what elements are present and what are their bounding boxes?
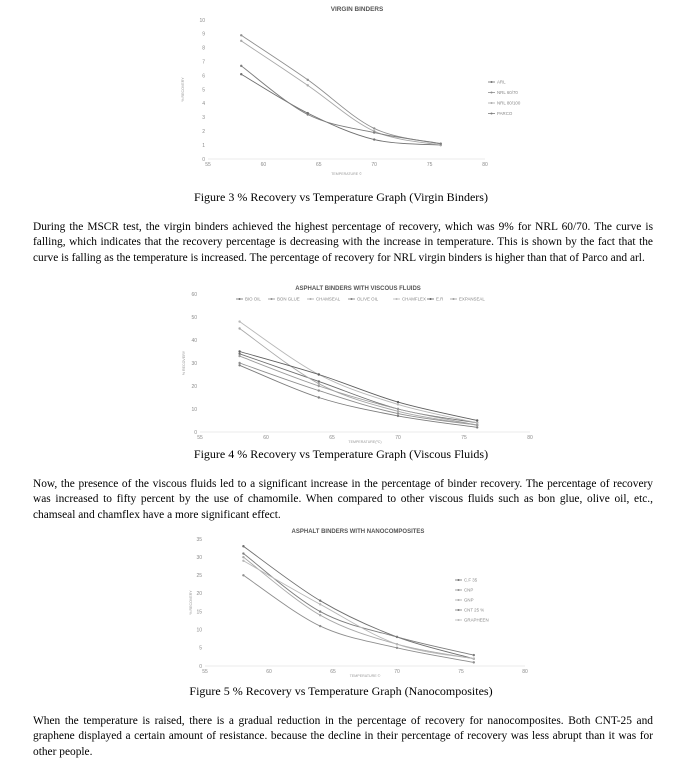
y-tick-label: 0 [202,156,205,163]
y-tick-label: 20 [191,383,197,390]
y-tick-label: 40 [191,337,197,344]
data-point [242,574,244,576]
y-tick-label: 9 [202,31,205,38]
x-tick-label: 55 [197,435,203,441]
x-tick-label: 80 [482,162,488,168]
series-line [243,554,473,656]
y-tick-label: 35 [196,536,202,543]
legend-label: BON GLUE [277,296,300,302]
legend-label: CNT 25 % [464,607,485,613]
legend-label: BIO OIL [245,296,261,302]
y-tick-label: 7 [202,59,205,66]
y-tick-label: 10 [196,627,202,634]
y-tick-label: 50 [191,314,197,321]
data-point [242,560,244,562]
y-tick-label: 5 [199,645,202,652]
data-point [396,647,398,649]
x-tick-label: 75 [461,435,467,441]
x-tick-label: 60 [266,669,272,675]
x-tick-label: 65 [329,435,335,441]
legend-label: NRL 80/100 [497,100,521,106]
series-line [243,575,473,662]
paragraph-virgin-binders: During the MSCR test, the virgin binders achieved the highest percentage of recovery, which was 9% for NRL 60/70. The curve is falling, which indicates that the recovery percentage is decreasing with the increase in temperature. This is shown by the fact that the curve is falling as the temperature is increased. The percentage of recovery for NRL virgin binders is higher than that of Parco and arl. [33,221,653,264]
y-tick-label: 30 [191,360,197,367]
legend-marker [458,609,460,611]
legend-label: CNP [464,587,474,593]
legend-marker [458,599,460,601]
legend-label: OLIVE OIL [357,296,379,302]
legend-label: CHAMSEAL [316,296,341,302]
data-point [242,552,244,554]
data-point [396,643,398,645]
y-tick-label: 6 [202,73,205,80]
x-tick-label: 65 [330,669,336,675]
legend-marker [458,619,460,621]
y-tick-label: 15 [196,609,202,616]
data-point [473,658,475,660]
y-tick-label: 0 [199,663,202,670]
x-tick-label: 70 [371,162,377,168]
x-tick-label: 75 [426,162,433,168]
x-tick-label: 70 [394,669,400,675]
x-axis-label: TEMPERATURE © [331,172,362,176]
x-tick-label: 75 [458,669,464,675]
y-tick-label: 25 [196,573,202,580]
y-tick-label: 10 [199,17,205,24]
chart-title: ASPHALT BINDERS WITH VISCOUS FLUIDS [295,286,421,292]
y-tick-label: 8 [202,45,205,52]
y-tick-label: 2 [202,129,205,135]
legend-label: GRAPHEEN [464,617,489,623]
figure-4-caption: Figure 4 % Recovery vs Temperature Graph (Viscous Fluids) [193,447,489,461]
x-tick-label: 55 [205,162,211,168]
data-point [242,545,244,547]
y-tick-label: 3 [202,115,205,122]
series-line [243,546,473,658]
data-point [319,610,321,612]
y-tick-label: 4 [202,101,205,108]
x-tick-label: 65 [316,162,322,168]
data-point [396,636,398,638]
data-point [319,603,321,605]
data-point [319,614,321,616]
legend-label: PARCO [497,111,513,117]
y-axis-label: % RECOVERY [182,350,186,376]
x-tick-label: 55 [202,669,208,675]
legend-label: C.F 35 [464,577,478,583]
y-tick-label: 30 [196,554,202,561]
legend-label: ARL [497,79,506,85]
y-tick-label: 60 [191,291,197,298]
x-tick-label: 60 [263,435,269,441]
figure-5-caption: Figure 5 % Recovery vs Temperature Graph (Nanocomposites) [189,684,493,698]
legend-label: NRL 60/70 [497,90,518,96]
x-tick-label: 70 [395,435,401,441]
legend-label: EXPANSEAL [459,296,485,302]
y-axis-label: % RECOVERY [189,590,193,615]
y-tick-label: 20 [196,591,202,598]
chart-title: ASPHALT BINDERS WITH NANOCOMPOSITES [291,529,425,535]
data-point [473,661,475,663]
y-tick-label: 0 [194,429,197,436]
legend-label: GNP [464,597,474,603]
legend-label: CHAMFLEX [402,296,426,302]
x-axis-label: TEMPERATURE © [349,674,381,678]
legend-marker [458,589,460,591]
paragraph-nanocomposites: When the temperature is raised, there is a gradual reduction in the percentage of recovery for nanocomposites. Both CNT-25 and graphene displayed a certain amount of resistance. because the decline in their percentage of recovery was less abrupt than it was for other people. [33,715,653,758]
y-tick-label: 5 [202,87,205,94]
y-tick-label: 1 [202,142,205,149]
x-tick-label: 80 [522,669,528,675]
data-point [242,556,244,558]
y-tick-label: 10 [191,406,197,413]
y-axis-label: % RECOVERY [181,77,185,102]
legend-marker [458,579,460,581]
figure-3-caption: Figure 3 % Recovery vs Temperature Graph (Virgin Binders) [194,190,488,204]
x-tick-label: 60 [260,162,267,168]
data-point [473,654,475,656]
data-point [319,625,321,627]
chart-title: VIRGIN BINDERS [330,6,384,13]
data-point [319,599,321,601]
paragraph-viscous-fluids: Now, the presence of the viscous fluids led to a significant increase in the percentage of binder recovery. The percentage of recovery was increased to fifty percent by the use of chamomile. When compared to other viscous fluids such as bon glue, olive oil, etc., chamseal and chamflex have a more significant effect. [33,478,653,521]
legend-label: E.R [436,296,444,302]
series-line [243,561,473,659]
x-axis-label: TEMPERATURE(ºC) [348,440,382,444]
x-tick-label: 80 [527,435,533,441]
